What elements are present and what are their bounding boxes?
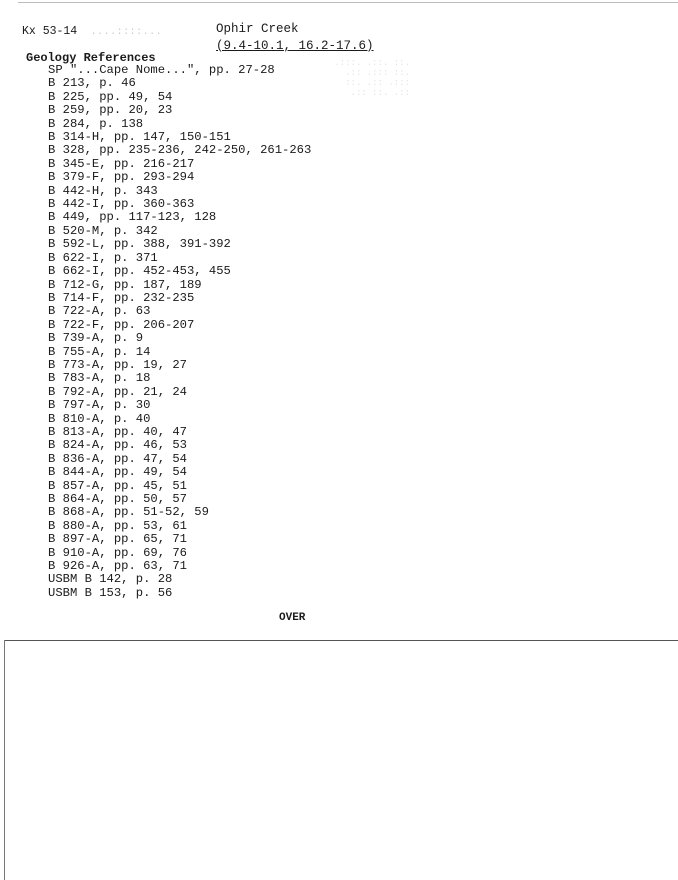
reference-item: B 880-A, pp. 53, 61 xyxy=(48,518,187,533)
reference-item: B 824-A, pp. 46, 53 xyxy=(48,438,187,453)
reference-item: B 714-F, pp. 232-235 xyxy=(48,290,195,305)
reference-item: USBM B 142, p. 28 xyxy=(48,572,173,587)
bottom-border xyxy=(4,640,678,641)
over-label: OVER xyxy=(279,612,306,624)
reference-item: B 722-F, pp. 206-207 xyxy=(48,317,195,332)
reference-item: B 442-H, p. 343 xyxy=(48,183,158,198)
top-border xyxy=(18,2,678,3)
reference-item: B 864-A, pp. 50, 57 xyxy=(48,492,187,506)
reference-item: B 284, p. 138 xyxy=(48,116,144,131)
section-heading: Geology References xyxy=(26,51,156,65)
card-title: Ophir Creek xyxy=(216,22,299,36)
card-title-block xyxy=(216,21,374,55)
reference-item: B 622-I, p. 371 xyxy=(48,250,158,265)
reference-item: B 345-E, pp. 216-217 xyxy=(48,156,195,171)
reference-item: B 797-A, p. 30 xyxy=(48,398,151,413)
reference-item: B 836-A, pp. 47, 54 xyxy=(48,451,187,466)
reference-item: B 328, pp. 235-236, 242-250, 261-263 xyxy=(48,143,312,158)
reference-item: B 783-A, p. 18 xyxy=(48,371,151,386)
reference-item: B 926-A, pp. 63, 71 xyxy=(48,559,187,574)
reference-item: B 259, pp. 20, 23 xyxy=(48,103,173,118)
reference-item: B 792-A, pp. 21, 24 xyxy=(48,384,187,399)
reference-item: B 712-G, pp. 187, 189 xyxy=(48,277,202,292)
reference-item: B 897-A, pp. 65, 71 xyxy=(48,532,187,547)
reference-item: B 520-M, p. 342 xyxy=(48,223,158,238)
reference-item: B 379-F, pp. 293-294 xyxy=(48,170,195,185)
reference-item: B 857-A, pp. 45, 51 xyxy=(48,478,187,493)
faded-bleed-text: ....::::... xyxy=(84,27,163,38)
card-id-label xyxy=(22,25,162,38)
reference-item: B 844-A, pp. 49, 54 xyxy=(48,465,187,480)
reference-item: B 722-A, p. 63 xyxy=(48,304,151,319)
bleed-through-marks: .:::. .::. ::. .:: .::: ::. ::. .:: .::: .:: ::. .:: xyxy=(334,58,410,98)
reference-item: SP "...Cape Nome...", pp. 27-28 xyxy=(48,63,275,77)
reference-item: B 773-A, pp. 19, 27 xyxy=(48,357,187,372)
reference-item: B 442-I, pp. 360-363 xyxy=(48,197,195,212)
reference-item: B 868-A, pp. 51-52, 59 xyxy=(48,505,209,520)
card-id: Kx 53-14 xyxy=(22,25,78,38)
reference-item: B 910-A, pp. 69, 76 xyxy=(48,545,187,560)
reference-item: B 592-L, pp. 388, 391-392 xyxy=(48,237,231,252)
reference-item: B 449, pp. 117-123, 128 xyxy=(48,210,217,225)
reference-item: B 662-I, pp. 452-453, 455 xyxy=(48,264,231,279)
reference-item: B 755-A, p. 14 xyxy=(48,344,151,359)
left-border xyxy=(4,640,5,880)
reference-item: B 810-A, p. 40 xyxy=(48,411,151,426)
reference-item: B 813-A, pp. 40, 47 xyxy=(48,424,187,439)
reference-item: B 739-A, p. 9 xyxy=(48,331,144,346)
reference-item: USBM B 153, p. 56 xyxy=(48,585,173,600)
reference-list xyxy=(48,64,311,600)
reference-item: B 314-H, pp. 147, 150-151 xyxy=(48,130,231,145)
reference-item: B 213, p. 46 xyxy=(48,76,136,91)
reference-item: B 225, pp. 49, 54 xyxy=(48,89,173,104)
card-subtitle: (9.4-10.1, 16.2-17.6) xyxy=(216,39,374,53)
